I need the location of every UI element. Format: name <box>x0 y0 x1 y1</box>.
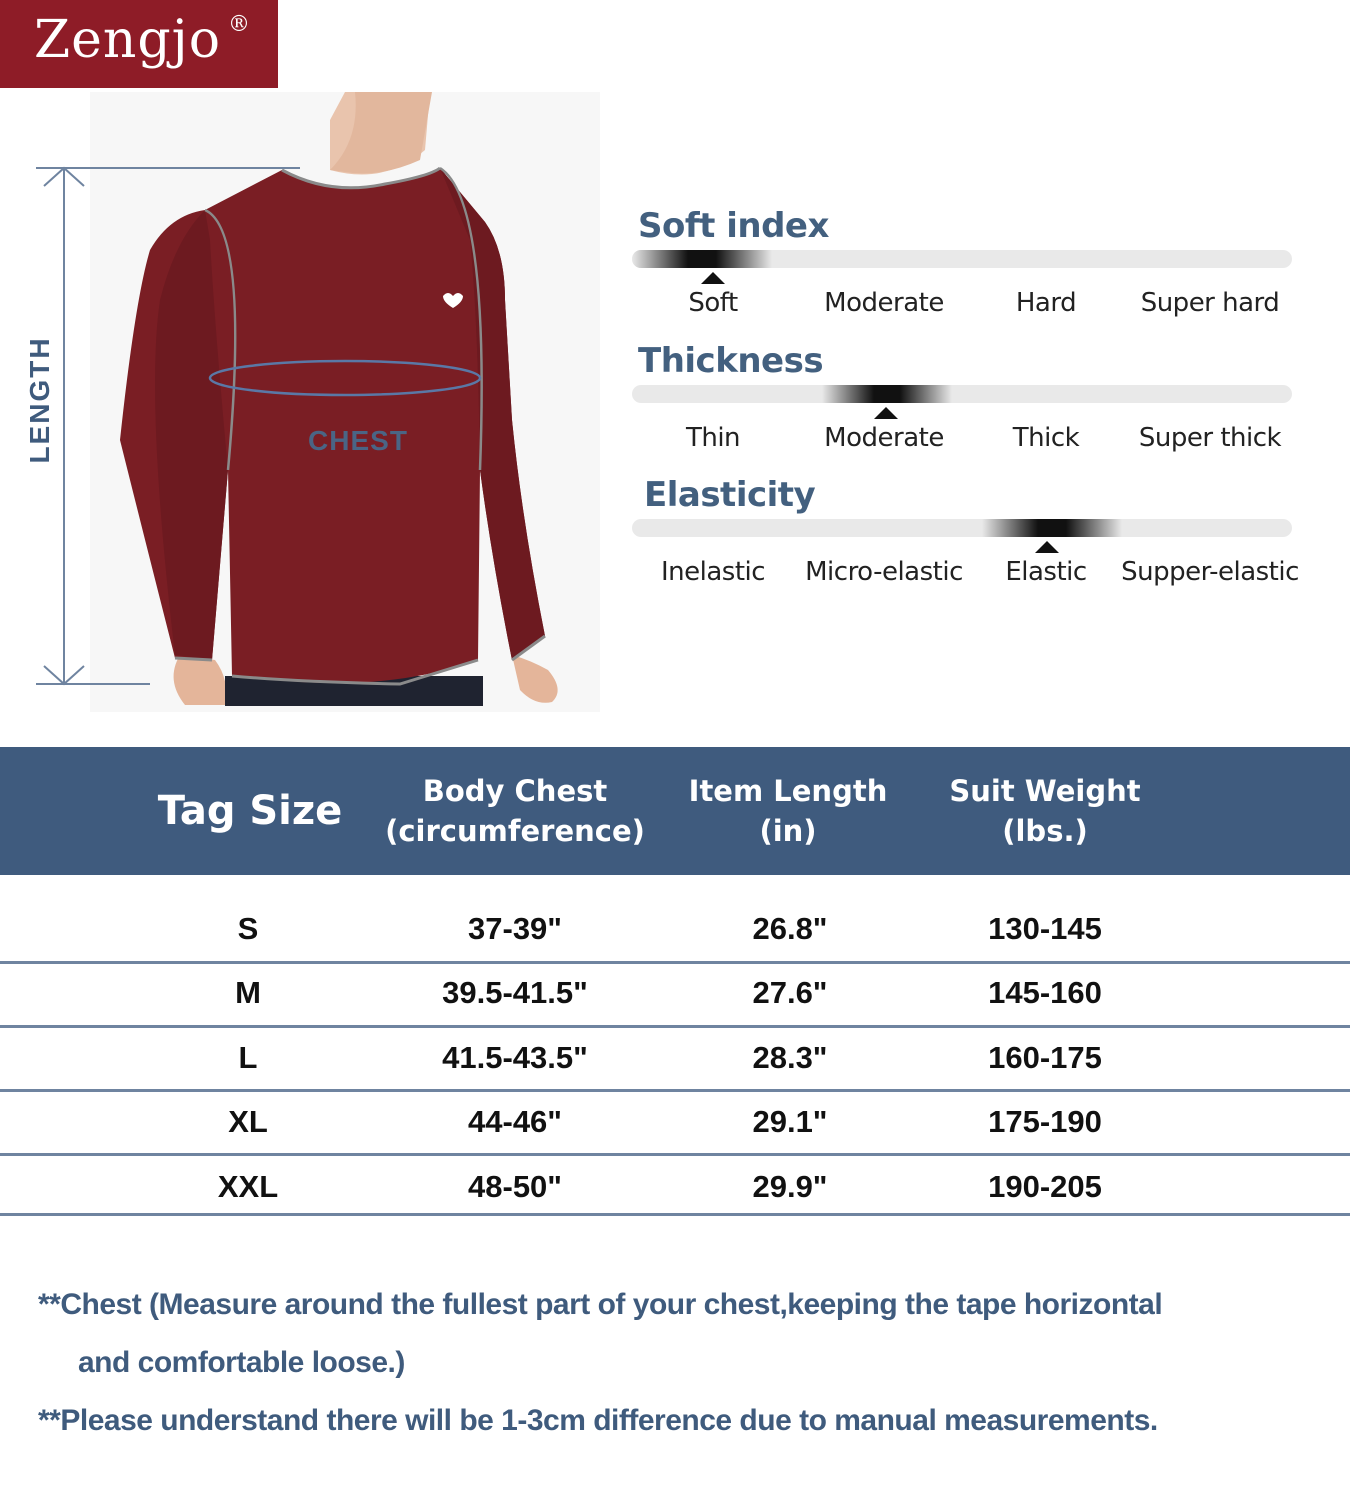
index-option: Thin <box>685 423 741 453</box>
table-row <box>0 897 1350 961</box>
index-highlight <box>982 519 1122 537</box>
brand-name: Zengjo <box>34 10 222 70</box>
index-highlight <box>822 385 952 403</box>
header-body-chest: Body Chest (circumference) <box>385 774 645 848</box>
cell-suit-weight: 160-175 <box>988 1040 1102 1075</box>
cell-item-length: 29.1" <box>752 1104 828 1139</box>
index-option: Moderate <box>824 423 944 453</box>
cell-body-chest: 44-46" <box>468 1104 562 1139</box>
index-option: Super hard <box>1140 288 1280 318</box>
product-illustration <box>0 92 600 712</box>
index-bar <box>632 385 1292 403</box>
row-divider <box>0 1213 1350 1216</box>
cell-suit-weight: 145-160 <box>988 975 1102 1010</box>
table-row <box>0 961 1350 1025</box>
index-marker-icon <box>1035 541 1059 553</box>
cell-item-length: 27.6" <box>752 975 828 1010</box>
chest-measure-note: **Chest (Measure around the fullest part of your chest,keeping the tape horizontal <box>38 1288 1163 1321</box>
cell-body-chest: 37-39" <box>468 911 562 946</box>
cell-tag-size: XXL <box>217 1169 279 1204</box>
index-option: Supper-elastic <box>1121 557 1299 587</box>
index-option: Super thick <box>1138 423 1282 453</box>
index-marker-icon <box>701 272 725 284</box>
index-title: Soft index <box>638 206 829 246</box>
index-option: Inelastic <box>660 557 766 587</box>
cell-suit-weight: 130-145 <box>988 911 1102 946</box>
index-highlight <box>632 250 772 268</box>
table-row <box>0 1155 1350 1219</box>
index-option: Soft <box>688 288 738 318</box>
index-option: Hard <box>1015 288 1077 318</box>
header-item-length: Item Length (in) <box>688 774 888 848</box>
index-title: Elasticity <box>644 475 816 515</box>
index-option: Moderate <box>824 288 944 318</box>
table-row <box>0 1026 1350 1090</box>
length-label: LENGTH <box>24 336 55 464</box>
header-tag-size: Tag Size <box>157 788 343 834</box>
chest-label: CHEST <box>308 425 408 456</box>
chest-measure-note-continued: and comfortable loose.) <box>78 1346 405 1379</box>
shirt-illustration <box>0 92 600 712</box>
index-bar <box>632 519 1292 537</box>
table-row <box>0 1090 1350 1154</box>
cell-tag-size: L <box>238 1040 258 1075</box>
header-suit-weight: Suit Weight (lbs.) <box>949 774 1141 848</box>
table-header <box>0 747 1350 875</box>
registered-mark: ® <box>228 12 250 37</box>
cell-body-chest: 39.5-41.5" <box>442 975 588 1010</box>
cell-body-chest: 48-50" <box>468 1169 562 1204</box>
index-option: Micro-elastic <box>805 557 963 587</box>
index-bar <box>632 250 1292 268</box>
index-title: Thickness <box>638 341 824 381</box>
index-option: Elastic <box>1005 557 1087 587</box>
measurement-difference-note: **Please understand there will be 1-3cm difference due to manual measurements. <box>38 1404 1158 1437</box>
cell-item-length: 29.9" <box>752 1169 828 1204</box>
index-option: Thick <box>1012 423 1080 453</box>
cell-suit-weight: 190-205 <box>988 1169 1102 1204</box>
cell-item-length: 26.8" <box>752 911 828 946</box>
cell-tag-size: M <box>235 975 261 1010</box>
cell-body-chest: 41.5-43.5" <box>442 1040 588 1075</box>
brand-logo <box>0 0 278 88</box>
cell-tag-size: S <box>237 911 259 946</box>
cell-suit-weight: 175-190 <box>988 1104 1102 1139</box>
cell-tag-size: XL <box>228 1104 268 1139</box>
index-marker-icon <box>874 407 898 419</box>
cell-item-length: 28.3" <box>752 1040 828 1075</box>
